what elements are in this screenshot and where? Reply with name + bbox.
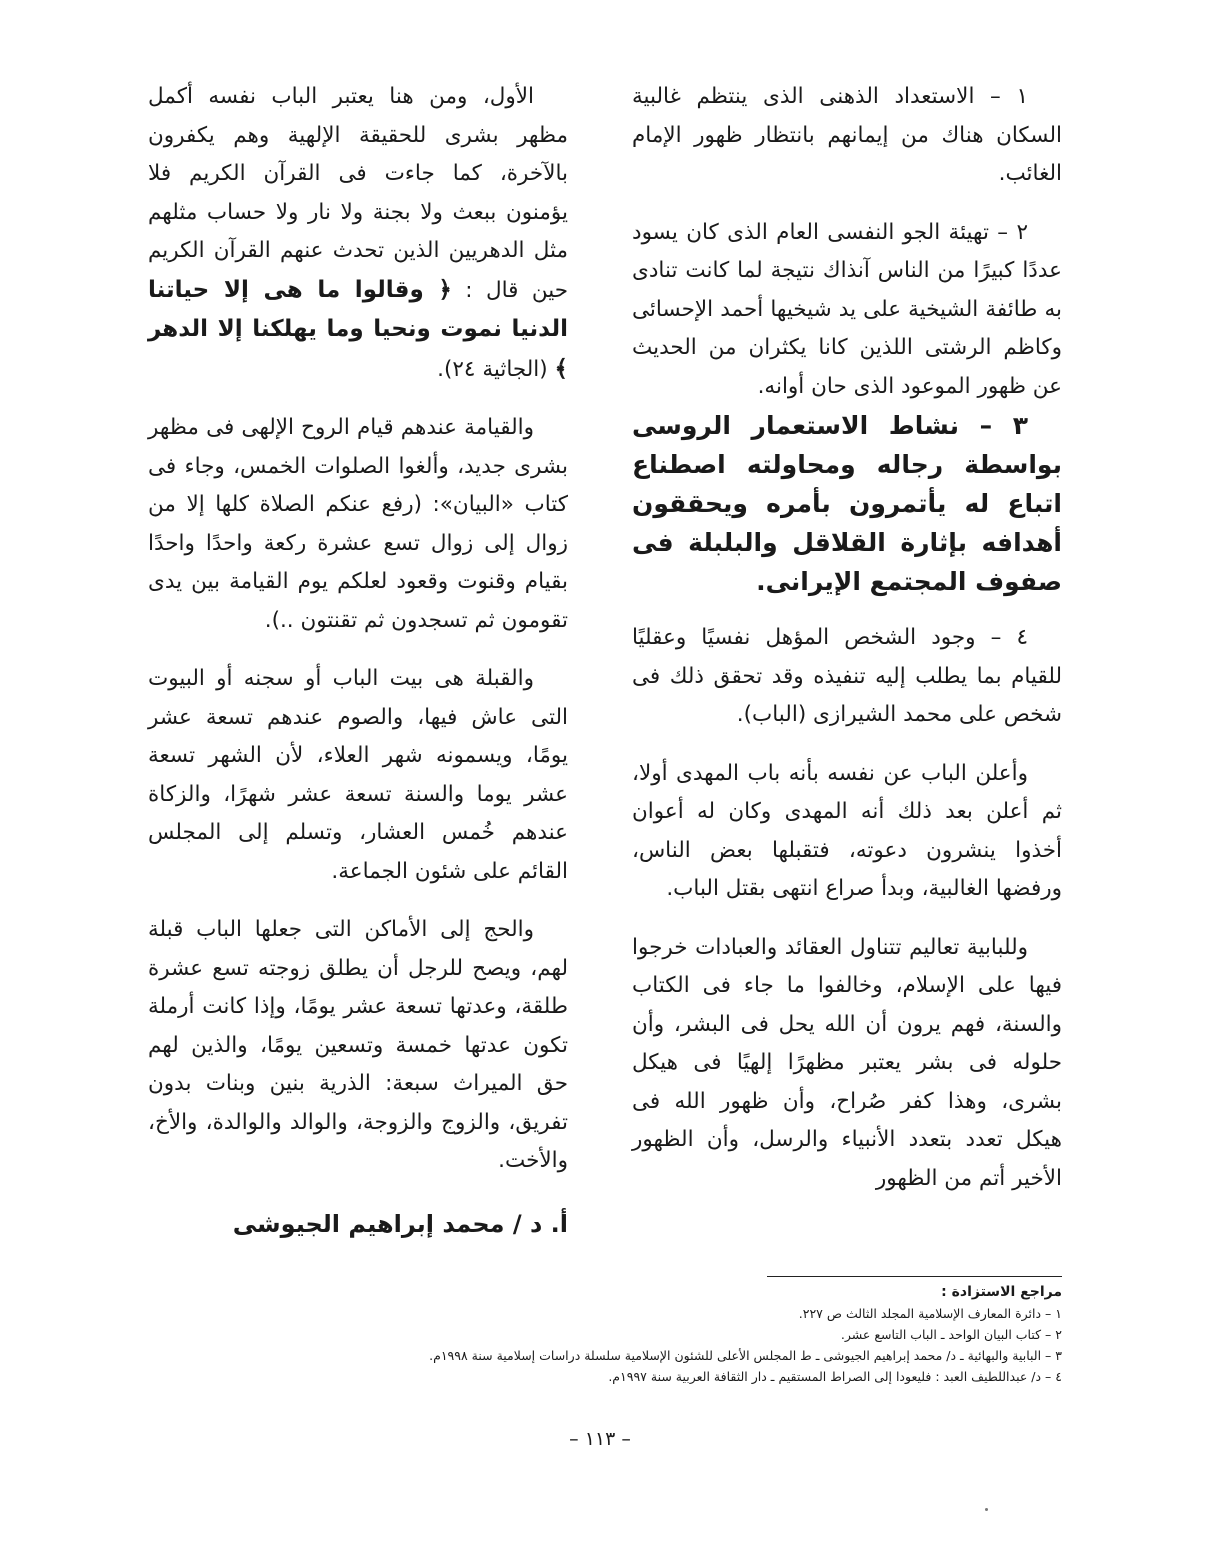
paragraph-bab-manifestation bbox=[148, 78, 568, 389]
paragraph-shaykhiyya: ٢ – تهيئة الجو النفسى العام الذى كان يسود عددًا كبيرًا من الناس آنذاك نتيجة لما كانت تنادى به طائفة الشيخية على يد شيخيها أحمد الإحسائى وكاظم الرشتى اللذين كانا يكثران من الحديث عن ظهور الموعود الذى حان أوانه. bbox=[632, 219, 1062, 399]
reference-item: ٤ – د/ عبداللطيف العبد : فليعودا إلى الصراط المستقيم ـ دار الثقافة العربية سنة ١٩٩٧م. bbox=[608, 1369, 1062, 1384]
reference-item: ٢ – كتاب البيان الواحد ـ الباب التاسع عشر. bbox=[840, 1327, 1062, 1342]
paragraph-resurrection-prayers: والقيامة عندهم قيام الروح الإلهى فى مظهر بشرى جديد، وألغوا الصلوات الخمس، وجاء فى كتاب «البيان»: (رفع عنكم الصلاة كلها إلا من زوال إلى زوال تسع عشرة ركعة واحدًا واحدًا بقيام وقنوت وقعود لعلكم يوم القيامة بين يدى تقومون ثم تسجدون ثم تقنتون ..). bbox=[148, 415, 568, 633]
paragraph-qualified-person: ٤ – وجود الشخص المؤهل نفسيًا وعقليًا للقيام بما يطلب إليه تنفيذه وقد تحقق ذلك فى شخص على محمد الشيرازى (الباب). bbox=[632, 625, 1062, 727]
paragraph-bab-declaration: وأعلن الباب عن نفسه بأنه باب المهدى أولا، ثم أعلن بعد ذلك أنه المهدى وكان له أعوان أخذوا ينشرون دعوته، فتقبلها بعض الناس، ورفضها الغالبية، وبدأ صراع انتهى بقتل الباب. bbox=[632, 760, 1062, 901]
left-column bbox=[148, 78, 568, 1201]
quran-quote: ﴿ وقالوا ما هى إلا حياتنا الدنيا نموت ونحيا وما يهلكنا إلا الدهر ﴾ bbox=[148, 276, 568, 382]
paragraph-belief-expectation: ١ – الاستعداد الذهنى الذى ينتظم غالبية السكان هناك من إيمانهم بانتظار ظهور الإمام الغائب. bbox=[632, 84, 1062, 186]
paragraph-pilgrimage-inheritance: والحج إلى الأماكن التى جعلها الباب قبلة لهم، ويصح للرجل أن يطلق زوجته تسع عشرة طلقة، وعدتها تسعة عشر يومًا، وإذا كانت أرملة تكون عدتها خمسة وتسعين يومًا، والذين لهم حق الميراث سبعة: الذرية بنين وبنات بدون تفريق، والزوج والزوجة، والوالد والوالدة، والأخ، والأخت. bbox=[148, 917, 568, 1173]
heading-russian-colonialism: ٣ – نشاط الاستعمار الروسى بواسطة رجاله ومحاولته اصطناع اتباع له يأتمرون بأمره ويحققون أهدافه بإثارة القلاقل والبلبلة فى صفوف المجتمع الإيرانى. bbox=[632, 411, 1062, 596]
paragraph-text: الأول، ومن هنا يعتبر الباب نفسه أكمل مظهر بشرى للحقيقة الإلهية وهم يكفرون بالآخرة، كما جاءت فى القرآن الكريم فلا يؤمنون ببعث ولا بجنة ولا نار ولا حساب مثلهم مثل الدهريين الذين تحدث عنهم القرآن الكريم حين قال : bbox=[148, 84, 569, 303]
paragraph-qibla-fasting: والقبلة هى بيت الباب أو سجنه أو البيوت التى عاش فيها، والصوم عندهم تسعة عشر يومًا، ويسمونه شهر العلاء، لأن الشهر تسعة عشر يوما والسنة تسعة عشر شهرًا، والزكاة عندهم خُمس العشار، وتسلم إلى المجلس القائم على شئون الجماعة. bbox=[148, 666, 568, 884]
page-number: – ١١٣ – bbox=[569, 1428, 631, 1450]
reference-item: ٣ – البابية والبهائية ـ د/ محمد إبراهيم الجيوشى ـ ط المجلس الأعلى للشئون الإسلامية سلسلة دراسات إسلامية سنة ١٩٩٨م. bbox=[429, 1348, 1062, 1363]
author-signature: أ. د / محمد إبراهيم الجيوشى bbox=[232, 1210, 568, 1238]
scan-speck bbox=[985, 1508, 988, 1511]
quran-citation: (الجاثية ٢٤). bbox=[437, 356, 548, 382]
right-column bbox=[632, 78, 1062, 1218]
references-title: مراجع الاستزادة : bbox=[941, 1284, 1062, 1300]
references-section bbox=[260, 1282, 1062, 1387]
reference-item: ١ – دائرة المعارف الإسلامية المجلد الثالث ص ٢٢٧. bbox=[798, 1306, 1062, 1321]
paragraph-babi-teachings: وللبابية تعاليم تتناول العقائد والعبادات خرجوا فيها على الإسلام، وخالفوا ما جاء فى الكتاب والسنة، فهم يرون أن الله يحل فى البشر، وأن حلوله فى بشر يعتبر مظهرًا إلهيًا فى هيكل بشرى، وهذا كفر صُراح، وأن ظهور الله فى هيكل تعدد بتعدد الأنبياء والرسل، وأن الظهور الأخير أتم من الظهور bbox=[632, 934, 1062, 1191]
footnote-divider bbox=[767, 1276, 1062, 1277]
